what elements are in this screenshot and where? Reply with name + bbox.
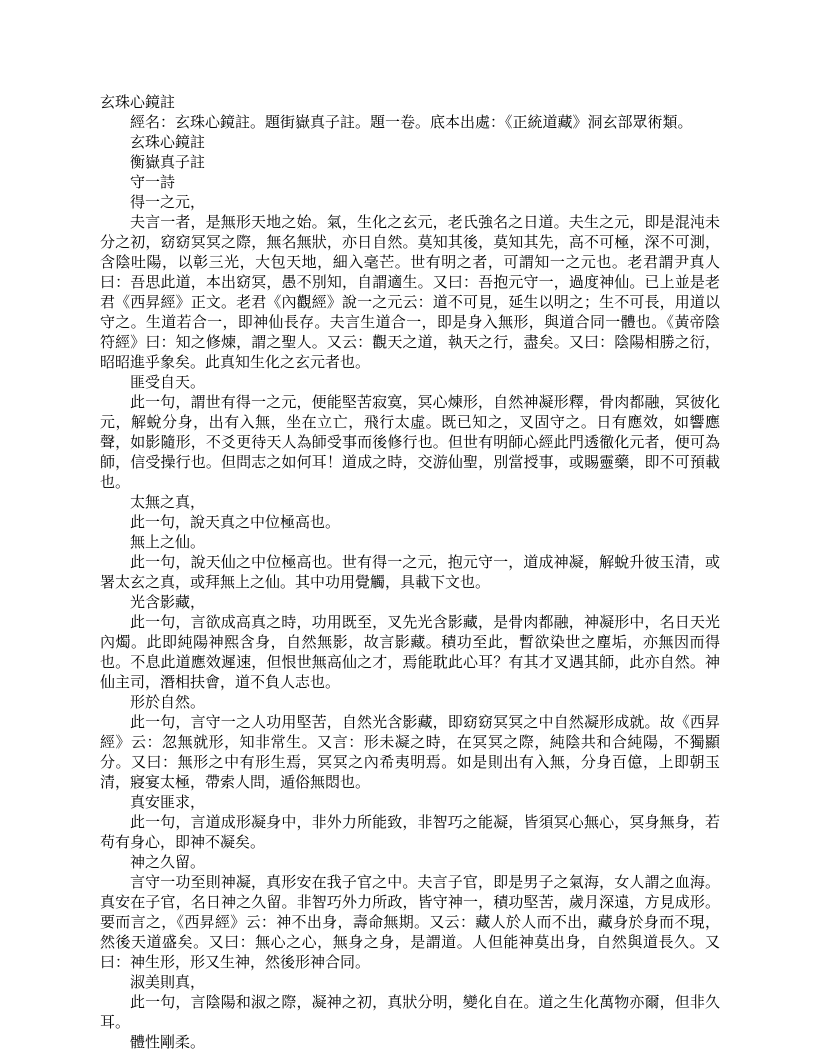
commentary-paragraph: 此一句，說天仙之中位極高也。世有得一之元，抱元守一，道成神凝，解蛻升彼玉清，或署太玄之真，或拜無上之仙。其中功用覺觸，具載下文也。 <box>100 553 720 591</box>
commentary-paragraph: 夫言一者，是無形天地之始。氣，生化之玄元，老氏強名之日道。夫生之元，即是混沌未分之初，窈窈冥冥之際，無名無狀，亦日自然。莫知其後，莫知其先，高不可極，深不可測，含陰吐陽，以彰三光，大包天地，細入毫芒。世有明之者，可謂知一之元也。老君謂尹真人曰：吾思此道，本出窈冥，愚不別知，自謂適生。又曰：吾抱元守一，過度神仙。已上並是老君《西昇經》正文。老君《內觀經》說一之元云：道不可見，延生以明之；生不可長，用道以守之。生道若合一，即神仙長存。夫言生道合一，即是身入無形，與道合同一體也。《黃帝陰符經》曰：知之修煉，謂之聖人。又云：觀天之道，執天之行，盡矣。又曰：陰陽相勝之衍，昭昭進乎象矣。此真知生化之玄元者也。 <box>100 213 720 371</box>
commentary-paragraph: 此一句，言道成形凝身中，非外力所能致，非智巧之能凝，皆須冥心無心，冥身無身，若苟有身心，即神不凝矣。 <box>100 813 720 851</box>
edition-note: 經名：玄珠心鏡註。題街嶽真子註。題一卷。底本出處：《正統道藏》洞玄部眾術類。 <box>130 113 693 131</box>
commentary-paragraph: 言守一功至則神凝，真形安在我子官之中。夫言子官，即是男子之氣海，女人謂之血海。真安在子官，名日神之久留。非智巧外力所政，皆守神一，積功堅苦，歲月深遠，方見成形。要而言之，《西昇經》云：神不出身，壽命無期。又云：藏人於人而不出，藏身於身而不現，然後天道盛矣。又曰：無心之心，無身之身，是謂道。人但能神莫出身，自然與道長久。又曰：神生形，形又生神，然後形神合同。 <box>100 873 720 971</box>
commentary-paragraph: 此一句，謂世有得一之元，便能堅苦寂寞，冥心煉形，自然神凝形釋，骨肉都融，冥彼化元，解蛻分身，出有入無，坐在立亡，飛行太虛。既已知之，叉固守之。日有應效，如響應聲，如影隨形，不爻更待天人為師受事而後修行也。但世有明師心經此門透徹化元者，便可為師，信受操行也。但問志之如何耳！道成之時，交游仙聖，別當授事，或賜靈藥，即不可預載也。 <box>100 393 720 491</box>
verse-line: 淑美則真， <box>130 973 206 991</box>
verse-line: 體性剛柔。 <box>130 1033 206 1051</box>
document-body <box>100 92 720 1052</box>
commentary-paragraph: 此一句，言陰陽和淑之際，凝神之初，真狀分明，變化自在。道之生化萬物亦爾，但非久耳。 <box>100 993 720 1031</box>
commentary-paragraph: 此一句，言守一之人功用堅苦，自然光含影藏，即窈窈冥冥之中自然凝形成就。故《西昇經》云：忽無就形，知非常生。又言：形未凝之時，在冥冥之際，純陰共和合純陽，不獨顯分。又曰：無形之中有形生焉，冥冥之內希夷明焉。如是則出有入無，分身百億，上即朝玉清，寢宴太極，帶索人問，遁俗無悶也。 <box>100 713 720 791</box>
verse-line: 太無之真， <box>130 493 206 511</box>
verse-line: 光含影藏， <box>130 593 206 611</box>
verse-line: 無上之仙。 <box>130 533 206 551</box>
author-line: 衡嶽真子註 <box>130 153 206 171</box>
verse-line: 真安匪求， <box>130 793 206 811</box>
verse-line: 神之久留。 <box>130 853 206 871</box>
poem-title: 守一詩 <box>130 173 176 191</box>
verse-line: 得一之元， <box>130 193 206 211</box>
verse-line: 形於自然。 <box>130 693 206 711</box>
commentary-paragraph: 此一句，言欲成高真之時，功用既至，叉先光含影藏，是骨肉都融，神凝形中，名日天光內燭。此即純陽神熙含身，自然無影，故言影藏。積功至此，暫欲染世之塵垢，亦無因而得也。不息此道應效遲速，但恨世無高仙之才，焉能耽此心耳？有其才叉遇其師，此亦自然。神仙主司，潛相扶會，道不負人志也。 <box>100 613 720 691</box>
inner-title: 玄珠心鏡註 <box>130 133 206 151</box>
verse-line: 匪受自天。 <box>130 373 206 391</box>
commentary-paragraph: 此一句，說天真之中位極高也。 <box>130 513 341 531</box>
doc-title: 玄珠心鏡註 <box>100 93 176 111</box>
